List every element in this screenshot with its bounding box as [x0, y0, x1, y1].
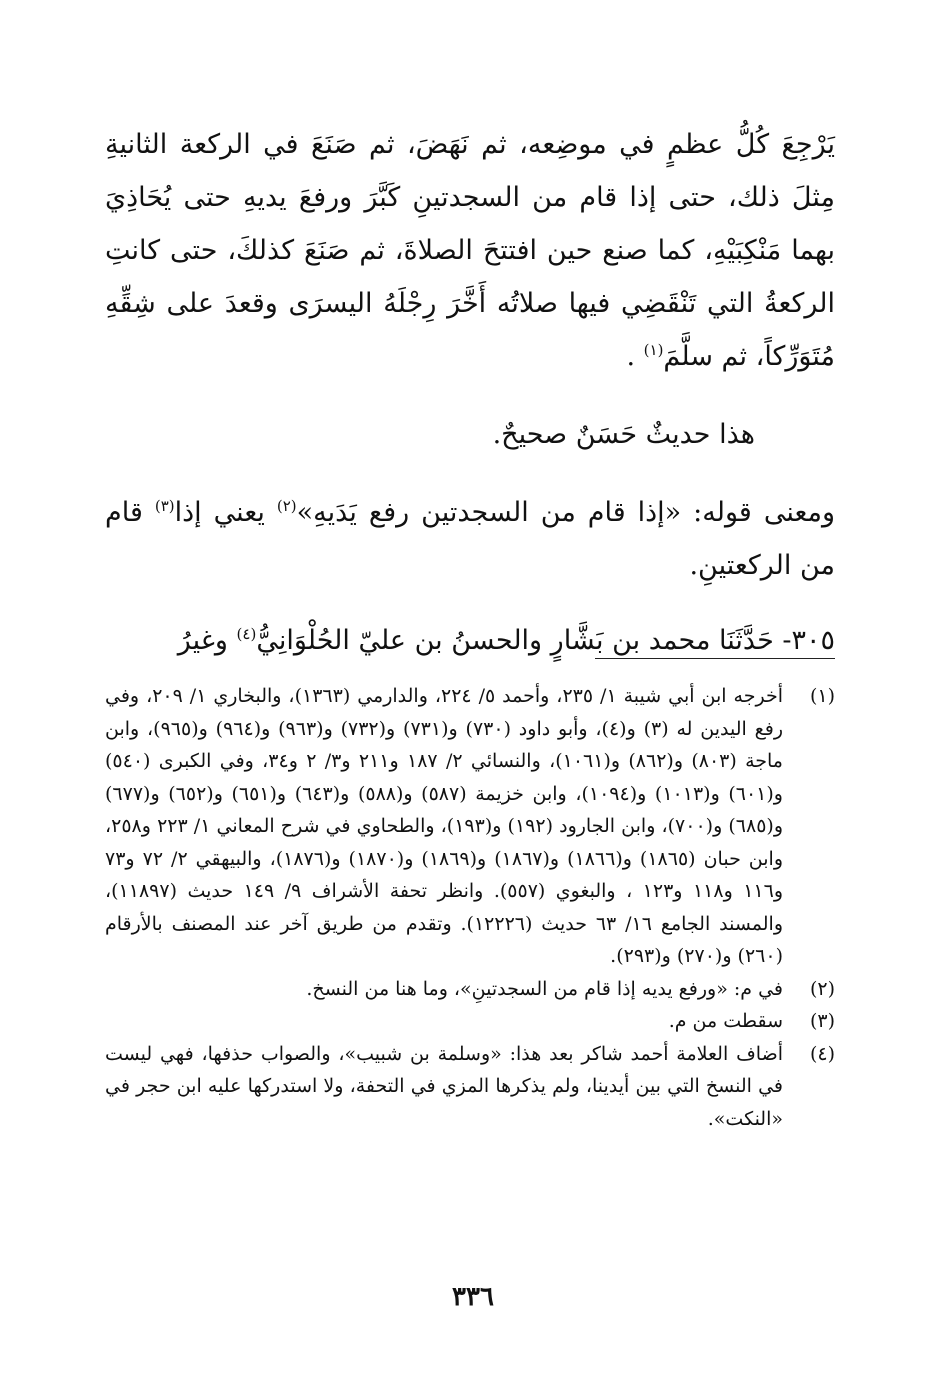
explanation-paragraph	[105, 486, 835, 592]
hadith-text-paragraph	[105, 118, 835, 383]
hadith-text: يَرْجِعَ كُلُّ عظمٍ في موضِعه، ثم نَهَضَ، ثم صَنَعَ في الركعة الثانيةِ مِثلَ ذلك، حتى إذا قام من السجدتينِ كَبَّرَ ورفعَ يديهِ حتى يُحَاذِيَ بهما مَنْكِبَيْهِ، كما صنع حين افتتحَ الصلاةَ، ثم صَنَعَ كذلكَ، حتى كانتِ الركعةُ التي تَنْقَضِي فيها صلاتُه أَخَّرَ رِجْلَهُ اليسرَى وقعدَ على شِقِّهِ مُتَوَرِّكاً، ثم سلَّمَ	[105, 129, 835, 372]
footnote-text: في م: «ورفع يديه إذا قام من السجدتينِ»، وما هنا من النسخ.	[306, 977, 783, 1000]
main-text	[105, 118, 835, 667]
footnote-2	[105, 973, 835, 1006]
footnote-number: (٢)	[809, 977, 835, 1000]
footnote-1	[105, 680, 835, 973]
footnote-number: (٤)	[809, 1042, 835, 1065]
hadith-305-text-b: وغيرُ	[177, 625, 237, 656]
footnote-number: (٣)	[809, 1010, 835, 1032]
explanation-text-c: قام من الركعتينِ.	[105, 497, 835, 581]
grading-statement: هذا حديثٌ حَسَنٌ صحيحٌ.	[492, 419, 755, 450]
footnote-4	[105, 1038, 835, 1136]
footnote-text: سقطت من م.	[668, 1010, 783, 1032]
hadith-text-end: .	[626, 341, 644, 372]
hadith-305-opening	[105, 614, 835, 667]
footnote-number: (١)	[809, 685, 835, 707]
hadith-305-text-a: ٣٠٥- حَدَّثَنَا محمد بن بَشَّارٍ والحسنُ بن عليّ الحُلْوَانِيُّ	[256, 625, 835, 656]
footnote-ref-3: (٣)	[154, 497, 175, 515]
footnote-ref-2: (٢)	[276, 497, 297, 515]
footnote-ref-4: (٤)	[236, 625, 257, 643]
footnote-text: أخرجه ابن أبي شيبة ١/ ٢٣٥، وأحمد ٥/ ٢٢٤، والدارمي (١٣٦٣)، والبخاري ١/ ٢٠٩، وفي رفع اليدين له (٣) و(٤)، وأبو داود (٧٣٠) و(٧٣١) و(٧٣٢) و(٩٦٣) و(٩٦٤) و(٩٦٥)، وابن ماجة (٨٠٣) و(٨٦٢) و(١٠٦١)، والنسائي ٢/ ١٨٧ و٢١١ و٣/ ٢ و٣٤، وفي الكبرى (٥٤٠) و(٦٠١) و(١٠١٣) و(١٠٩٤)، وابن خزيمة (٥٨٧) و(٥٨٨) و(٦٤٣) و(٦٥١) و(٦٥٢) و(٦٧٧) و(٦٨٥) و(٧٠٠)، وابن الجارود (١٩٢) و(١٩٣)، والطحاوي في شرح المعاني ١/ ٢٢٣ و٢٥٨، وابن حبان (١٨٦٥) و(١٨٦٦) و(١٨٦٧) و(١٨٦٩) و(١٨٧٠) و(١٨٧٦)، والبيهقي ٢/ ٧٢ و٧٣ و١١٦ و١١٨ و١٢٣ ، والبغوي (٥٥٧). وانظر تحفة الأشراف ٩/ ١٤٩ حديث (١١٨٩٧)، والمسند الجامع ١٦/ ٦٣ حديث (١٢٢٢٦). وتقدم من طريق آخر عند المصنف بالأرقام (٢٦٠) و(٢٧٠) و(٢٩٣).	[105, 685, 784, 967]
footnote-3	[105, 1005, 835, 1038]
footnote-text: أضاف العلامة أحمد شاكر بعد هذا: «وسلمة بن شبيب»، والصواب حذفها، فهي ليست في النسخ التي بين أيدينا، ولم يذكرها المزي في التحفة، ولا استدركها عليه ابن حجر في «النكت».	[105, 1042, 783, 1130]
footnote-ref-1: (١)	[643, 341, 664, 359]
explanation-text-a: ومعنى قوله: «إذا قام من السجدتين رفع يَدَيهِ»	[296, 497, 836, 528]
footnote-divider	[595, 658, 835, 659]
footnotes	[105, 680, 835, 1135]
page-number: ٣٣٦	[452, 1282, 494, 1312]
explanation-text-b: يعني إذا	[174, 497, 277, 528]
